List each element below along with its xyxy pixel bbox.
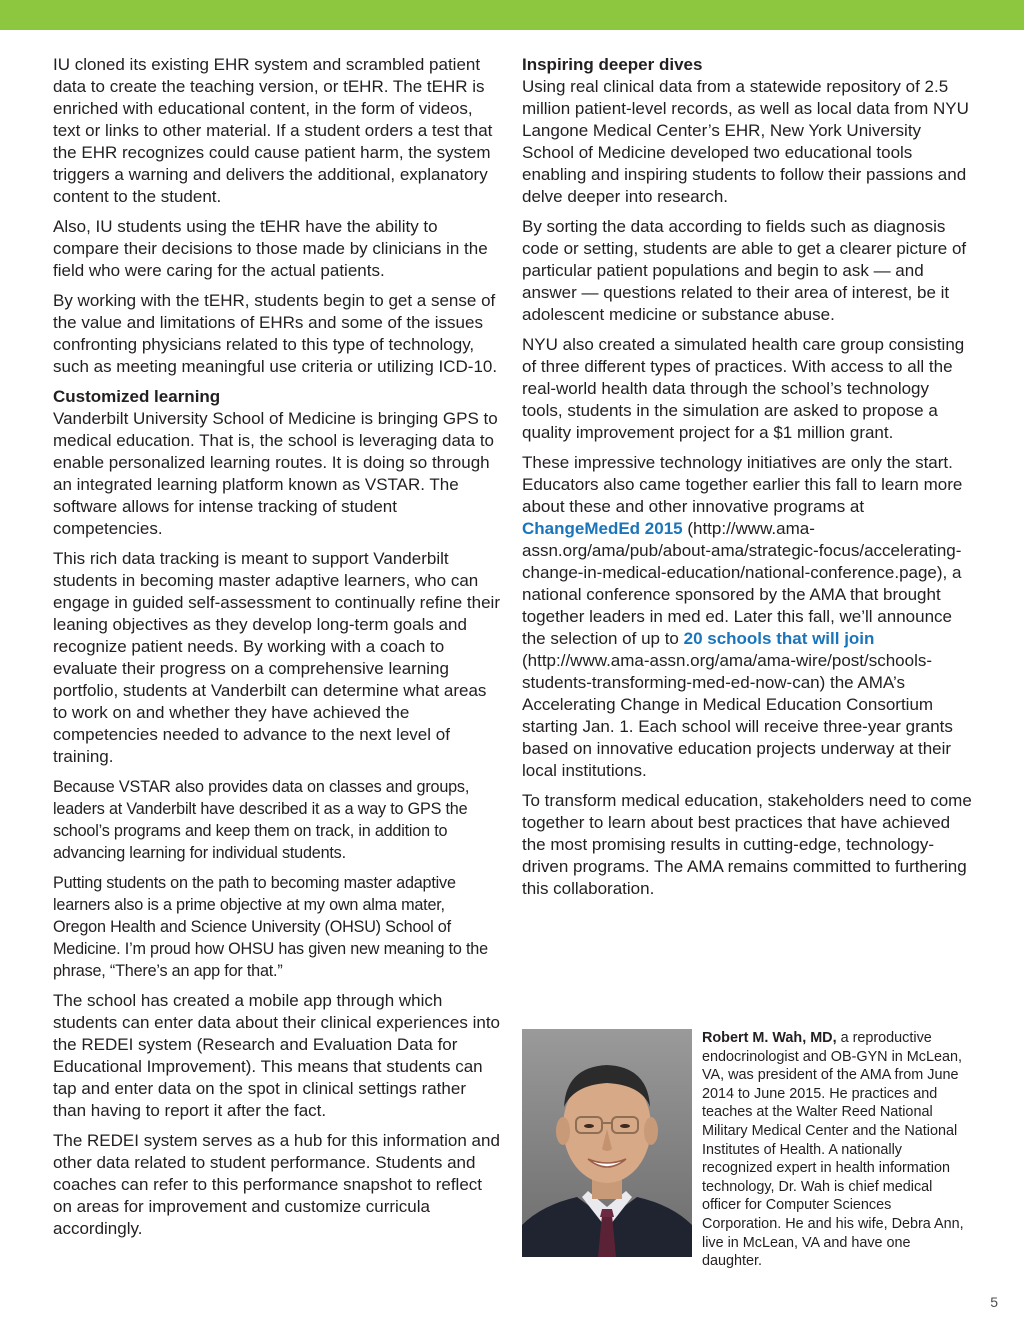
paragraph-initiatives-start: These impressive technology initiatives are only the start. Educators also came together earlier this fall to learn more about these and other innovative programs at [522,453,963,516]
paragraph-initiatives [522,452,974,782]
changemeded-link[interactable]: ChangeMedEd 2015 [522,519,683,538]
bio-name: Robert M. Wah, MD, [702,1030,837,1046]
paragraph-vstar-groups: Because VSTAR also provides data on classes and groups, leaders at Vanderbilt have described it as a way to GPS the school’s programs and keep them on track, in addition to advancing learning for individual students. [53,778,470,862]
paragraph-ohsu-app: Putting students on the path to becoming master adaptive learners also is a prime objective at my own alma mater, Oregon Health and Science University (OHSU) School of Medicine. I’m proud how OHSU has given new meaning to the phrase, “There’s an app for that.” [53,874,488,980]
paragraph-nyu-simulation: NYU also created a simulated health care group consisting of three different types of practices. With access to all the real-world health data through the school’s technology tools, students in the simulation are asked to propose a quality improvement project for a $1 million grant. [522,335,965,442]
heading-customized-learning: Customized learning [53,387,221,406]
section-customized-learning [53,386,500,540]
paragraph-vanderbilt-tracking: This rich data tracking is meant to support Vanderbilt students in becoming master adaptive learners, who can engage in guided self-assessment to continually refine their leaning objectives as they develop long-term goals and recognize patient needs. By working with a coach to evaluate their progress on a comprehensive learning portfolio, students at Vanderbilt can determine what areas to work on and whether they have achieved the competencies needed to advance to the next level of training. [53,549,500,766]
left-column [53,54,500,1248]
paragraph-nyu-repository: Using real clinical data from a statewide repository of 2.5 million patient-level records, as well as local data from NYU Langone Medical Center’s EHR, New York University School of Medicine developed two educational tools enabling and inspiring students to follow their passions and delve deeper into research. [522,77,969,206]
heading-inspiring-deeper-dives: Inspiring deeper dives [522,55,703,74]
paragraph-initiatives-middle: (http://www.ama-assn.org/ama/pub/about-ama/strategic-focus/accelerating-change-in-medical-education/national-conference.page), a national conference sponsored by the AMA that brought together leaders in med ed. Later this fall, we’ll announce the selection of up to [522,519,962,648]
paragraph-transform: To transform medical education, stakeholders need to come together to learn about best practices that have achieved the most promising results in cutting-edge, technology-driven programs. The AMA remains committed to furthering this collaboration. [522,791,972,898]
author-photo [522,1029,692,1257]
paragraph-mobile-app: The school has created a mobile app through which students can enter data about their clinical experiences into the REDEI system (Research and Evaluation Data for Educational Improvement). This means that students can tap and enter data on the spot in clinical settings rather than having to report it after the fact. [53,991,500,1120]
bio-description: a reproductive endocrinologist and OB-GYN in McLean, VA, was president of the AMA from June 2014 to June 2015. He practices and teaches at the Walter Reed National Military Medical Center and the National Institutes of Health. A nationally recognized expert in health information technology, Dr. Wah is chief medical officer for Computer Sciences Corporation. He and his wife, Debra Ann, live in McLean, VA and have one daughter. [702,1030,964,1270]
paragraph-vanderbilt-gps: Vanderbilt University School of Medicine is bringing GPS to medical education. That is, the school is leveraging data to enable personalized learning routes. It is doing so through an integrated learning platform known as VSTAR. The software allows for intense tracking of student competencies. [53,409,498,538]
page-number: 5 [990,1294,998,1310]
schools-link[interactable]: 20 schools that will join [683,629,875,648]
paragraph-iu-compare: Also, IU students using the tEHR have the ability to compare their decisions to those made by clinicians in the field who were caring for the actual patients. [53,217,488,280]
paragraph-iu-tehr: IU cloned its existing EHR system and scrambled patient data to create the teaching version, or tEHR. The tEHR is enriched with educational content, in the form of videos, text or links to other material. If a student orders a test that the EHR recognizes could cause patient harm, the system triggers a warning and delivers the additional, explanatory content to the student. [53,55,493,206]
author-bio [522,1029,974,1270]
paragraph-redei-hub: The REDEI system serves as a hub for this information and other data related to student performance. Students and coaches can refer to this performance snapshot to reflect on areas for improvement and customize curricula accordingly. [53,1131,500,1238]
right-column [522,54,974,908]
section-inspiring-deeper-dives [522,54,974,208]
paragraph-initiatives-end: (http://www.ama-assn.org/ama/ama-wire/post/schools-students-transforming-med-ed-now-can) the AMA’s Accelerating Change in Medical Education Consortium starting Jan. 1. Each school will receive three-year grants based on innovative education projects underway at their local institutions. [522,651,953,780]
bio-text [702,1029,974,1271]
paragraph-iu-value: By working with the tEHR, students begin to get a sense of the value and limitations of EHRs and some of the issues confronting physicians related to this type of technology, such as meeting meaningful use criteria or utilizing ICD-10. [53,291,498,376]
top-accent-bar [0,0,1024,30]
paragraph-sorting-data: By sorting the data according to fields such as diagnosis code or setting, students are able to get a clearer picture of particular patient populations and begin to ask — and answer — questions related to their area of interest, be it adolescent medicine or substance abuse. [522,217,967,324]
